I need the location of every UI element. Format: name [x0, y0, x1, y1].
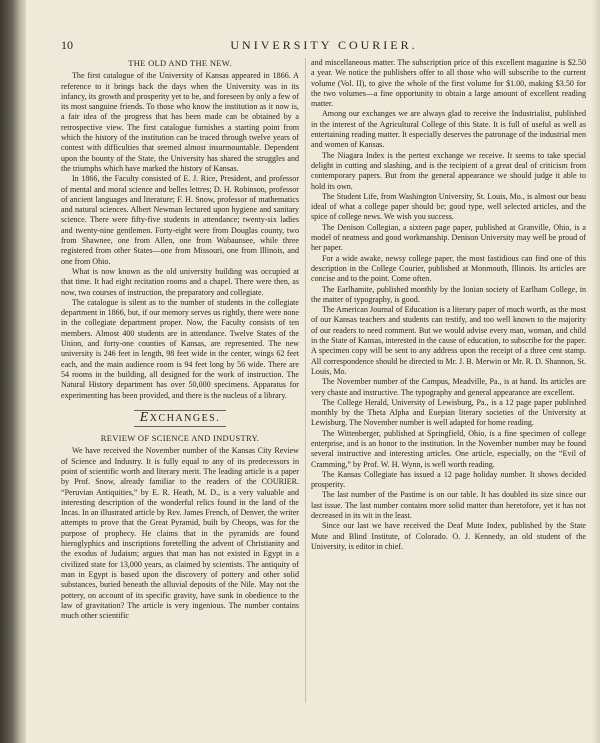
page-edge — [592, 0, 600, 743]
paragraph: and miscellaneous matter. The subscription price of this excellent magazine is $2.50 a year. We notice the publishers offer to all those who will subscribe to the current volume (Vol. II), to give the whole of the first volume for $1.00, making $3.50 for the two volumes—a fine opportunity to obtain a large amount of excellent reading matter. — [311, 58, 586, 109]
exchanges-heading — [134, 410, 226, 427]
paragraph: We have received the November number of the Kansas City Review of Science and Industry. It is fully equal to any of its predecessors in point of scientific worth and literary merit. The leading article is a paper by Prof. Snow, already familiar to the readers of the COURIER. “Peruvian Antiquities,” by E. R. Heath, M. D., is a very valuable and interesting description of the wonderful relics found in the land of the Incas. In an illustrated article by Rev. James French, of Denver, the writer attempts to prove that the Great Pyramid, built by Cheops, was for the purpose of prophecy. He claims that in the pyramids are found hieroglyphics and inscriptions foretelling the advent of Christianity and the exodus of Judaism; argues that man has not existed in Egypt in a civilized state for 13,000 years, as claimed by scientists. The antiquity of man in Egypt is based upon the discovery of pottery and other solid substances, buried beneath the alluvial deposits of the Nile. May not the pottery, on account of its specific gravity, have sunk in obedience to the law of gravitation? The article is very ingenious. The number contains much other scientific — [61, 446, 299, 621]
paragraph: For a wide awake, newsy college paper, the most fastidious can find one of this description in the College Courier, published at Monmouth, Illinois. Its articles are concise and to the point. Come often. — [311, 253, 586, 284]
paragraph: The first catalogue of the University of Kansas appeared in 1866. A reference to it brings back the days when the University was in its infancy, its growth and prosperity yet to be, and foreseen by only a few of its most sanguine friends. To those who know the institution as it now is, a fair idea of the progress that has been made can be obtained by a retrospective view. The first catalogue furnishes a starting point from which the history of the institution can be traced through twelve years of contest with difficulties that seemed almost insurmountable. Dependent upon the bounty of the State, the University has shared the struggles and the triumphs which have marked the history of Kansas. — [61, 71, 299, 173]
column-rule — [305, 58, 306, 703]
paragraph: The Earlhamite, published monthly by the Ionian society of Earlham College, in the matter of typography, is good. — [311, 284, 586, 304]
book-binding — [0, 0, 26, 743]
paragraph: What is now known as the old university building was occupied at that time. It had eight recitation rooms and a chapel. There were then, as now, two courses of instruction, the preparatory and collegiate. — [61, 266, 299, 297]
paragraph: Since our last we have received the Deaf Mute Index, published by the State Mute and Blind Institute, of Colorado. O. J. Kennedy, an old student of the University, is editor in chief. — [311, 521, 586, 551]
paragraph: The last number of the Pastime is on our table. It has doubled its size since our last issue. The last number contains more solid matter than heretofore, yet it has not decreased in its wit in the least. — [311, 490, 586, 521]
paragraph: The Wittenberger, published at Springfield, Ohio, is a fine specimen of college enterprise, and is an honor to the institution. In the November number may be found several instructive and interesting articles. One article, especially, on the “Evil of Cramming,” by Prof. W. H. Wynn, is well worth reading. — [311, 428, 586, 469]
paragraph: The Student Life, from Washington University, St. Louis, Mo., is almost our beau ideal of what a college paper should be; good type, well selected articles, and the spice of college news. We wish you success. — [311, 191, 586, 222]
paragraph: Among our exchanges we are always glad to receive the Industrialist, published in the interest of the Agricultural College of this State. It is full of useful as well as entertaining reading matter. It especially deserves the patronage of the industrial men and women of Kansas. — [311, 109, 586, 150]
article-title-review: REVIEW OF SCIENCE AND INDUSTRY. — [100, 433, 260, 444]
paragraph: The American Journal of Education is a literary paper of much worth, as the most of our Kansas teachers and students can testify, and too well known to the majority of our readers to need comment. But we would advise every man, woman, and child in the State of Kansas, interested in the cause of education, to subscribe for the paper. A specimen copy will be sent to any address upon the receipt of a three cent stamp. All correspondence should be directed to Mr. J. B. Merwin or Mr. R. D. Shannon, St. Louis, Mo. — [311, 305, 586, 376]
page-header — [61, 38, 587, 54]
page-number: 10 — [61, 38, 73, 52]
paragraph: In 1866, the Faculty consisted of E. J. Rice, President, and professor of mental and moral science and belles lettres; D. H. Robinson, professor of ancient languages and literature; F. H. Snow, professor of mathematics and natural sciences. Albert Newman lectured upon hygiene and sanitary science. There were fifty-five students in attendance; twenty-six ladies and twenty-nine gentlemen. Forty-eight were from Douglas county, two from Shawnee, one from Allen, one from Wabaunsee, while three registered from other States—one from Missouri, one from Illinois, and one from Ohio. — [61, 174, 299, 266]
article-title-old-and-new: THE OLD AND THE NEW. — [128, 58, 232, 68]
right-column — [311, 58, 586, 552]
exchanges-rest: XCHANGES. — [149, 412, 221, 424]
paragraph: The Niagara Index is the pertest exchange we receive. It seems to take special delight in cutting and slashing, and is the recipient of a great deal of criticism from contemporary papers. But from the general appearance we should judge it able to hold its own. — [311, 150, 586, 191]
paragraph: The Denison Collegian, a sixteen page paper, published at Granville, Ohio, is a model of neatness and good workmanship. Denison University may well be proud of her paper. — [311, 222, 586, 253]
paragraph: The November number of the Campus, Meadville, Pa., is at hand. Its articles are very chaste and instructive. The typography and general appearance are excellent. — [311, 377, 586, 397]
left-column — [61, 58, 299, 621]
paragraph: The catalogue is silent as to the number of students in the collegiate department in 1866, but, if our memory serves us rightly, there were none in the collegiate department proper. Now, the Faculty consists of ten members. Almost 400 students are in attendance. Twelve States of the Union, and forty-one counties of Kansas, are represented. The new university is 246 feet in length, 98 feet wide in the center, wings 62 feet each, and the main audience room is 94 feet long by 56 wide. There are 54 rooms in the building, all designed for the work of instruction. The Natural History department has over 50,000 specimens. Apparatus for experimenting has been provided, and there is the nucleus of a library. — [61, 297, 299, 400]
paragraph: The College Herald, University of Lewisburg, Pa., is a 12 page paper published monthly by the Theta Alpha and Euepian literary societies of the University at Lewisburg. The November number is well adapted for home reading. — [311, 397, 586, 428]
exchanges-initial: E — [139, 409, 150, 425]
paragraph: The Kansas Collegiate has issued a 12 page holiday number. It shows decided prosperity. — [311, 469, 586, 490]
running-title: UNIVERSITY COURIER. — [230, 38, 418, 52]
